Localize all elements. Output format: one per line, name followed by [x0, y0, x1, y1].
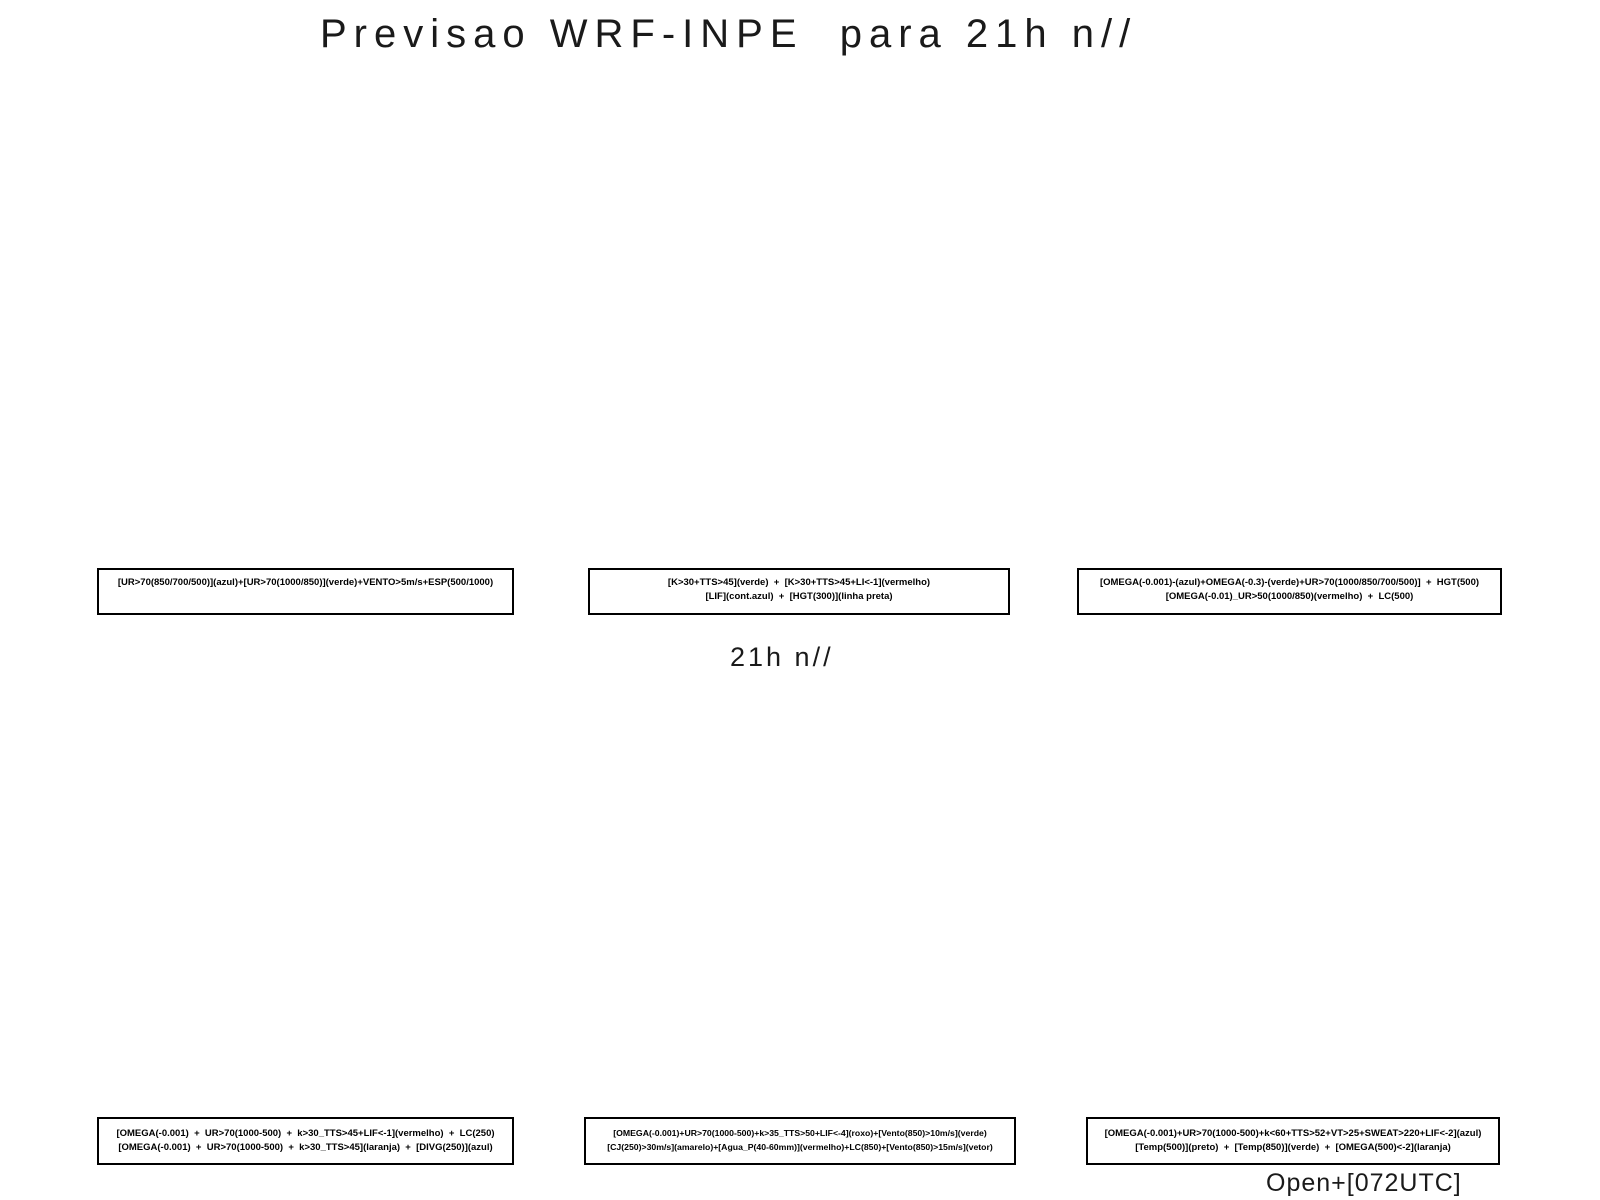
mid-page-subtitle: 21h n// [730, 642, 834, 672]
legend-line-1: [OMEGA(-0.001)-(azul)+OMEGA(-0.3)-(verde)+UR>70(1000/850/700/500)] + HGT(500) [1099, 577, 1480, 588]
panel-legend-bottom-left [97, 1117, 514, 1165]
panel-legend-top-right [1077, 568, 1502, 615]
legend-line-2: [LIF](cont.azul) + [HGT(300)](linha preta) [705, 590, 893, 602]
legend-line-2: [OMEGA(-0.01)_UR>50(1000/850)(vermelho) + LC(500) [1165, 590, 1414, 602]
footer-utc-note: Open+[072UTC] [1266, 1169, 1462, 1197]
page-title: Previsao WRF-INPE para 21h n// [320, 12, 1138, 56]
legend-line-1: [OMEGA(-0.001) + UR>70(1000-500) + k>30_TTS>45+LIF<-1](vermelho) + LC(250) [116, 1128, 495, 1139]
panel-legend-bottom-center [584, 1117, 1016, 1165]
panel-legend-top-left [97, 568, 514, 615]
panel-legend-top-center [588, 568, 1010, 615]
legend-line-2: [OMEGA(-0.001) + UR>70(1000-500) + k>30_TTS>45](laranja) + [DIVG(250)](azul) [118, 1141, 493, 1153]
legend-line-1: [UR>70(850/700/500)](azul)+[UR>70(1000/850)](verde)+VENTO>5m/s+ESP(500/1000) [117, 577, 494, 588]
legend-line-1: [OMEGA(-0.001)+UR>70(1000-500)+k>35_TTS>50+LIF<-4](roxo)+[Vento(850)>10m/s](verde) [613, 1128, 987, 1138]
legend-line-1: [OMEGA(-0.001)+UR>70(1000-500)+k<60+TTS>52+VT>25+SWEAT>220+LIF<-2](azul) [1104, 1128, 1482, 1139]
legend-line-2: [CJ(250)>30m/s](amarelo)+[Agua_P(40-60mm)](vermelho)+LC(850)+[Vento(850)>15m/s](vetor) [607, 1141, 993, 1152]
panel-legend-bottom-right [1086, 1117, 1500, 1165]
legend-line-1: [K>30+TTS>45](verde) + [K>30+TTS>45+LI<-1](vermelho) [667, 577, 931, 588]
legend-line-2: [Temp(500)](preto) + [Temp(850)](verde) + [OMEGA(500)<-2](laranja) [1135, 1141, 1451, 1153]
